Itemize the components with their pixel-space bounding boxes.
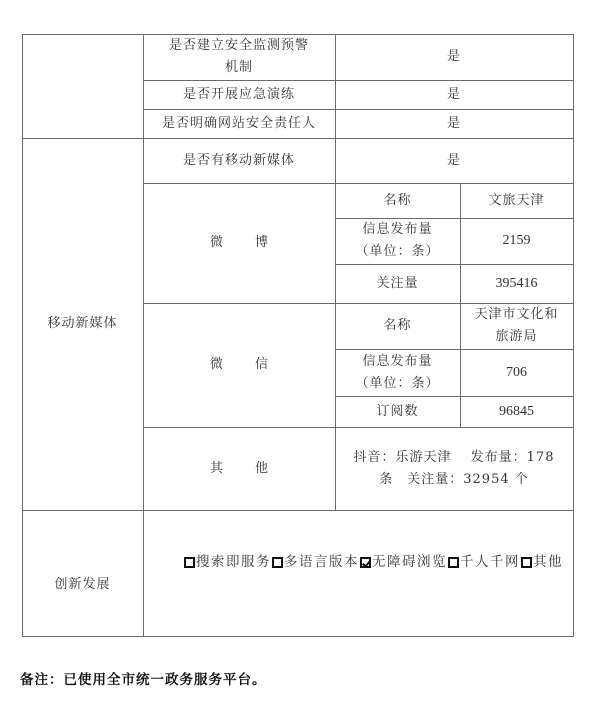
security-owner-value: 是 [446,115,461,131]
security-monitoring-label [143,34,335,80]
emergency-drill-label: 是否开展应急演练 [182,86,295,102]
option-label: 千人千网 [460,554,520,570]
emergency-drill-value: 是 [446,86,461,102]
label-line: 是否建立安全监测预警 [168,38,309,53]
weibo-followers-label: 关注量 [376,275,419,291]
label-line: 机制 [224,60,253,75]
label-line: 信息发布量 [362,353,433,369]
checkbox-search-as-service[interactable] [184,557,195,568]
has-mobile-media-value: 是 [446,152,461,168]
label-line: （单位：条） [355,244,440,259]
wechat-posts-value: 706 [506,364,527,380]
wechat-name-label: 名称 [383,318,412,333]
checkbox-other[interactable] [521,557,532,568]
label-line: 信息发布量 [362,222,433,237]
innovation-checkbox-row [183,551,563,573]
value-line: 抖音：乐游天津 发布量：178 [353,449,555,465]
security-monitoring-value: 是 [446,49,461,64]
innovation-options [143,510,573,614]
table-border-bottom [22,636,574,637]
checkbox-multilingual[interactable] [272,557,283,568]
wechat-posts-label [335,349,460,396]
mobile-media-section-label: 移动新媒体 [47,316,118,331]
value-line: 天津市文化和 [474,307,559,322]
has-mobile-media-label: 是否有移动新媒体 [182,152,295,168]
table-border-right [573,34,574,636]
checkbox-personalized-web[interactable] [448,557,459,568]
footer-note: 备注：已使用全市统一政务服务平台。 [20,672,267,688]
weibo-name-label: 名称 [383,192,412,208]
value-line: 旅游局 [495,329,538,344]
option-label: 多语言版本 [284,554,359,570]
option-label: 无障碍浏览 [372,554,447,570]
other-media-label: 其 他 [209,460,283,476]
wechat-name-value [460,303,573,349]
label-line: （单位：条） [355,375,440,391]
weibo-posts-label [335,218,460,264]
option-label: 其他 [533,554,563,570]
wechat-subscribers-value: 96845 [499,403,534,419]
weibo-label: 微 博 [209,235,283,250]
wechat-label: 微 信 [209,357,283,372]
checkbox-accessible-browsing[interactable] [360,557,371,568]
value-line: 条 关注量：32954 个 [379,471,529,487]
weibo-posts-value: 2159 [502,233,531,248]
weibo-followers-value: 395416 [495,275,538,291]
innovation-section-label: 创新发展 [54,577,111,592]
weibo-name-value: 文旅天津 [488,192,545,208]
other-media-value [335,427,573,510]
option-label: 搜索即服务 [196,554,271,570]
wechat-subscribers-label: 订阅数 [376,403,419,419]
security-owner-label: 是否明确网站安全责任人 [161,115,316,131]
